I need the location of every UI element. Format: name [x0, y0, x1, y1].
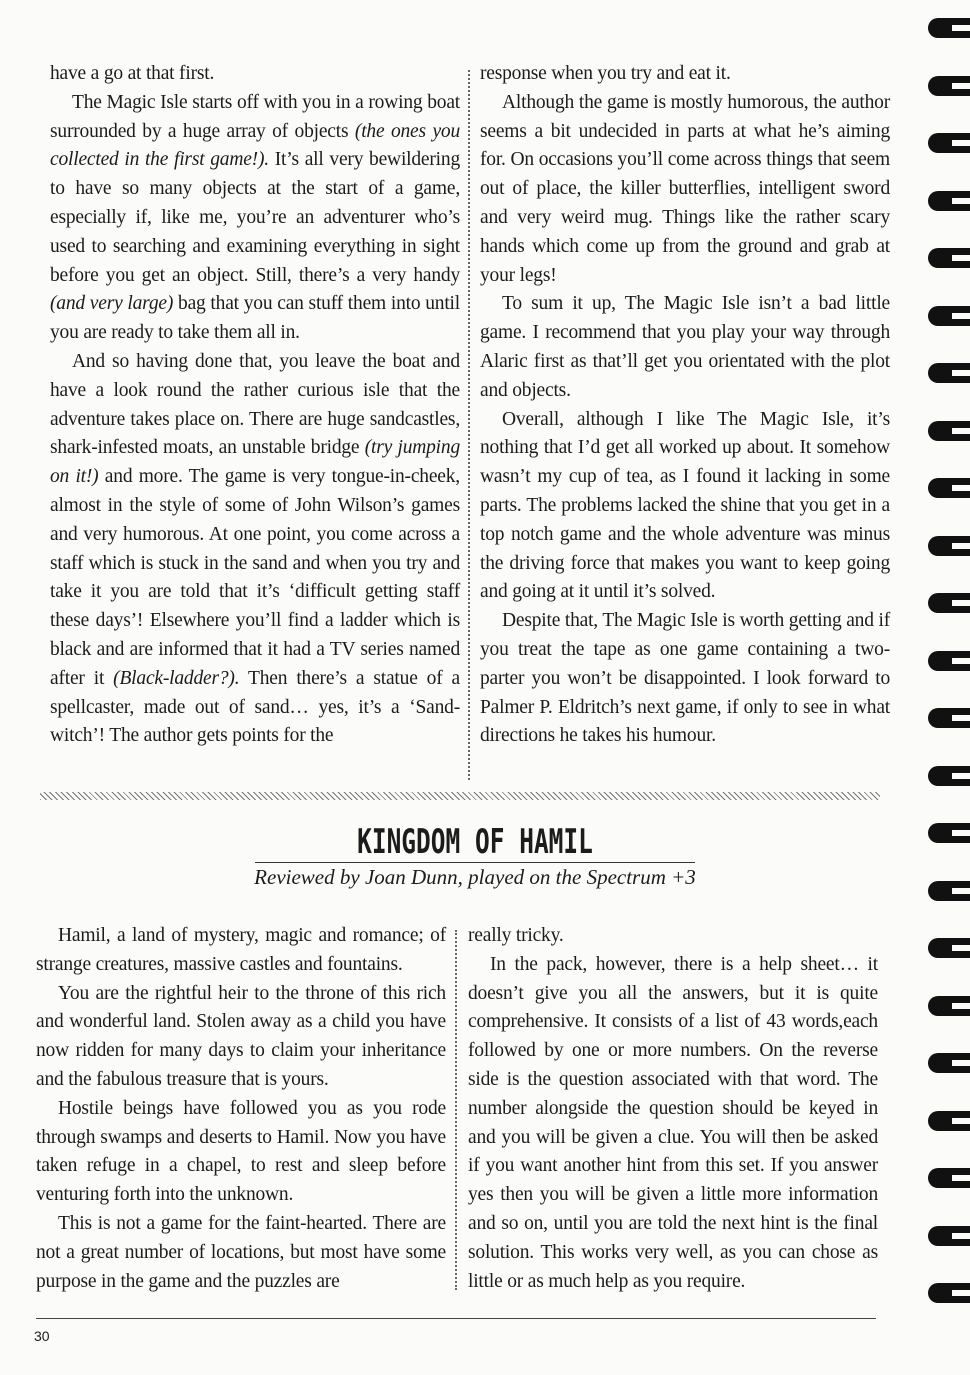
paragraph: [468, 922, 878, 951]
text-run: This is not a game for the faint-hearted. There are not a great number of locations, but most have some purpose in the game and the puzzles are: [36, 1212, 446, 1292]
page-number: 30: [34, 1328, 50, 1344]
text-run: Although the game is mostly humorous, the author seems a bit undecided in parts at what he’s aiming for. On occasions you’ll come across things that seem out of place, the killer butterflies, intelligent sword and very weird mug. Things like the rather scary hands which come up from the ground and grab at your legs!: [480, 91, 890, 286]
italic-text: (the ones you collected in the first game!).: [50, 120, 461, 171]
binding-ring: [928, 1283, 970, 1303]
text-run: The Magic Isle starts off with you in a rowing boat surrounded by a huge array of objects: [50, 91, 460, 142]
review-title: KINGDOM OF HAMIL: [357, 822, 593, 862]
text-run: It’s all very bewildering to have so many objects at the start of a game, especially if, like me, you’re an adventurer who’s used to searching and examining everything in sight before you get an object. Still, there’s a very handy: [50, 149, 460, 286]
title-underline: [255, 862, 695, 863]
section1-right-column: [480, 60, 890, 751]
binding-ring: [928, 363, 970, 383]
binding-ring: [928, 478, 970, 498]
text-run: To sum it up, The Magic Isle isn’t a bad little game. I recommend that you play your way through Alaric first as that’ll get you orientated with the plot and objects.: [480, 293, 890, 401]
binding-ring: [928, 191, 970, 211]
text-run: really tricky.: [468, 925, 564, 946]
binding-ring: [928, 248, 970, 268]
text-run: You are the rightful heir to the throne of this rich and wonderful land. Stolen away as a child you have now ridden for many days to claim your inheritance and the fabulous treasure that is yours.: [36, 982, 446, 1090]
italic-text: (Black-ladder?).: [113, 667, 240, 689]
footer-rule: [36, 1318, 876, 1319]
binding-ring: [928, 133, 970, 153]
italic-text: (try jumping on it!): [50, 437, 460, 488]
text-run: Overall, although I like The Magic Isle, it’s nothing that I’d get all worked up about. It somehow wasn’t my cup of tea, as I found it lacking in some parts. The problems lacked the shine that you get in a top notch game and the whole adventure was minus the driving force that makes you want to keep going and going at it until it’s solved.: [480, 408, 890, 603]
text-run: Hamil, a land of mystery, magic and romance; of strange creatures, massive castles and fountains.: [36, 925, 446, 975]
binding-ring: [928, 708, 970, 728]
paragraph: [480, 290, 890, 405]
paragraph: [468, 951, 878, 1297]
text-run: In the pack, however, there is a help sheet… it doesn’t give you all the answers, but it is quite comprehensive. It consists of a list of 43 words,each followed by one or more numbers. On the reverse side is the question associated with that word. The number alongside the question should be keyed in and you will be given a clue. You will then be asked if you want another hint from this set. If you answer yes then you will be given a little more information and so on, until you are told the next hint is the final solution. This works very well, as you can chose as little or as much help as you require.: [468, 953, 878, 1292]
column-divider: [468, 70, 470, 780]
section2-right-column: [468, 922, 878, 1296]
binding-ring: [928, 18, 970, 38]
text-run: bag that you can stuff them into until you are ready to take them all in.: [50, 293, 460, 344]
section-separator: [40, 792, 880, 800]
paragraph: [36, 980, 446, 1095]
binding-ring: [928, 593, 970, 613]
paragraph: [36, 1095, 446, 1210]
binding-ring: [928, 76, 970, 96]
binding-ring: [928, 306, 970, 326]
text-run: response when you try and eat it.: [480, 63, 731, 84]
binding-ring: [928, 766, 970, 786]
text-run: Despite that, The Magic Isle is worth getting and if you treat the tape as one game containing a two-parter you won’t be disappointed. I look forward to Palmer P. Eldritch’s next game, if only to see in what directions he takes his humour.: [480, 610, 890, 747]
text-run: have a go at that first.: [50, 63, 215, 84]
spiral-binding: [910, 0, 970, 1375]
binding-ring: [928, 996, 970, 1016]
binding-ring: [928, 938, 970, 958]
text-run: And so having done that, you leave the boat and have a look round the rather curious isle that the adventure takes place on. There are huge sandcastles, shark-infested moats, an unstable bridge: [50, 350, 460, 459]
binding-ring: [928, 1226, 970, 1246]
paragraph: [480, 406, 890, 608]
binding-ring: [928, 421, 970, 441]
text-run: Then there’s a statue of a spellcaster, made out of sand… yes, it’s a ‘Sand-witch’! The author gets points for the: [50, 667, 460, 747]
italic-text: (and very large): [50, 293, 174, 315]
paragraph: [480, 607, 890, 751]
binding-ring: [928, 1168, 970, 1188]
paragraph: [36, 1210, 446, 1296]
binding-ring: [928, 881, 970, 901]
column-divider: [455, 930, 457, 1290]
section1-left-column: [50, 60, 460, 751]
paragraph: [480, 89, 890, 291]
binding-ring: [928, 823, 970, 843]
review-byline: Reviewed by Joan Dunn, played on the Spectrum +3: [254, 865, 696, 889]
section2-left-column: [36, 922, 446, 1296]
binding-ring: [928, 651, 970, 671]
binding-ring: [928, 1111, 970, 1131]
paragraph: [50, 89, 460, 348]
text-run: and more. The game is very tongue-in-cheek, almost in the style of some of John Wilson’s games and very humorous. At one point, you come across a staff which is stuck in the sand and when you try and take it you are told that it’s ‘difficult getting staff these days’! Elsewhere you’ll find a ladder which is black and are informed that it had a TV series named after it: [50, 466, 460, 689]
text-run: Hostile beings have followed you as you rode through swamps and deserts to Hamil. Now you have taken refuge in a chapel, to rest and sleep before venturing forth into the unknown.: [36, 1097, 446, 1206]
paragraph: [480, 60, 890, 89]
paragraph: [50, 348, 460, 751]
paragraph: [50, 60, 460, 89]
binding-ring: [928, 536, 970, 556]
paragraph: [36, 922, 446, 980]
binding-ring: [928, 1053, 970, 1073]
